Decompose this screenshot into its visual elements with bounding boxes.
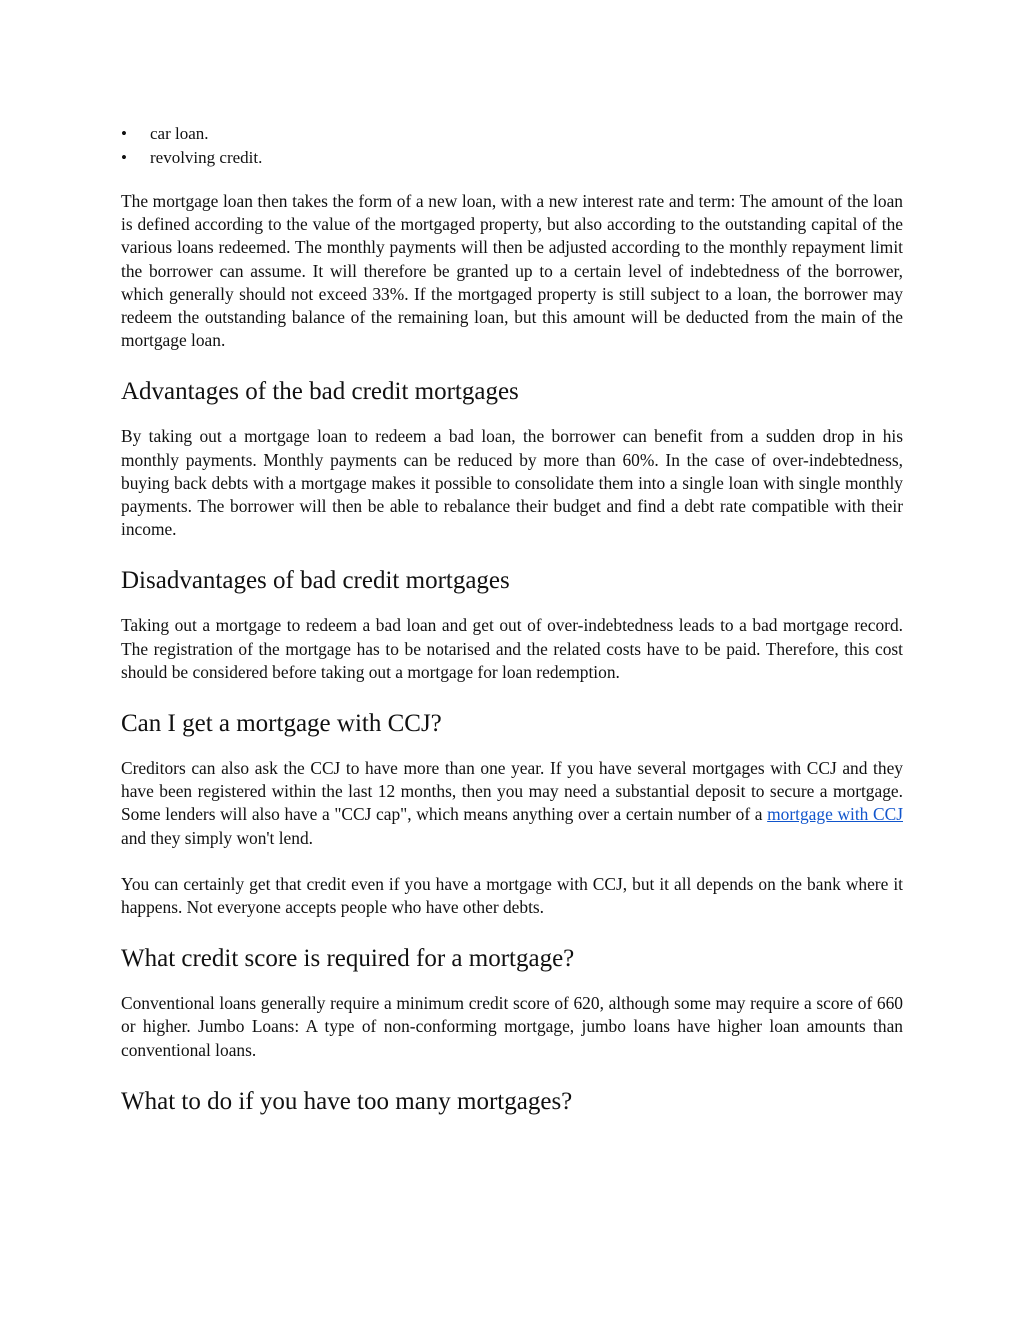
advantages-paragraph: By taking out a mortgage loan to redeem a bad loan, the borrower can benefit from a sudden drop in his monthly payments. Monthly payments can be reduced by more than 60%. In the case of over-indebtedness, buying back debts with a mortgage makes it possible to consolidate them into a single loan with single monthly payments. The borrower will then be able to rebalance their budget and find a debt rate compatible with their income. bbox=[121, 426, 903, 540]
ccj-text-before-link: Creditors can also ask the CCJ to have more than one year. If you have several mortgages with CCJ and they have been registered within the last 12 months, then you may need a substantial deposit to secure a mortgage. Some lenders will also have a "CCJ cap", which means anything over a certain number of a bbox=[121, 758, 903, 825]
list-item bbox=[121, 122, 903, 146]
credit-score-heading: What credit score is required for a mortgage? bbox=[121, 945, 575, 973]
list-item bbox=[121, 146, 903, 170]
ccj-second-paragraph: You can certainly get that credit even if you have a mortgage with CCJ, but it all depends on the bank where it happens. Not everyone accepts people who have other debts. bbox=[121, 873, 903, 918]
credit-score-paragraph: Conventional loans generally require a minimum credit score of 620, although some may require a score of 660 or higher. Jumbo Loans: A type of non-conforming mortgage, jumbo loans have higher loan amounts than conventional loans. bbox=[121, 993, 903, 1060]
ccj-text-after-link: and they simply won't lend. bbox=[121, 827, 313, 848]
disadvantages-paragraph: Taking out a mortgage to redeem a bad loan and get out of over-indebtedness leads to a bad mortgage record. The registration of the mortgage has to be notarised and the related costs have to be paid. Therefore, this cost should be considered before taking out a mortgage for loan redemption. bbox=[121, 615, 903, 682]
ccj-heading: Can I get a mortgage with CCJ? bbox=[121, 710, 442, 738]
advantages-heading: Advantages of the bad credit mortgages bbox=[121, 378, 519, 406]
list-item-text: car loan. bbox=[150, 124, 209, 143]
intro-paragraph: The mortgage loan then takes the form of a new loan, with a new interest rate and term: The amount of the loan is defined according to the value of the mortgaged property, but also according to the outstanding capital of the various loans redeemed. The monthly payments will then be adjusted according to the monthly repayment limit the borrower can assume. It will therefore be granted up to a certain level of indebtedness of the borrower, which generally should not exceed 33%. If the mortgaged property is still subject to a loan, the borrower may redeem the outstanding balance of the remaining loan, but this amount will be deducted from the main of the mortgage loan. bbox=[121, 191, 903, 351]
ccj-paragraph bbox=[121, 757, 903, 850]
document-page bbox=[121, 122, 903, 1117]
bullet-icon: • bbox=[121, 148, 127, 167]
disadvantages-heading: Disadvantages of bad credit mortgages bbox=[121, 567, 510, 595]
too-many-mortgages-heading: What to do if you have too many mortgages? bbox=[121, 1087, 573, 1115]
loan-type-list bbox=[121, 122, 903, 170]
bullet-icon: • bbox=[121, 124, 127, 143]
mortgage-with-ccj-link[interactable]: mortgage with CCJ bbox=[767, 804, 903, 825]
list-item-text: revolving credit. bbox=[150, 148, 263, 167]
